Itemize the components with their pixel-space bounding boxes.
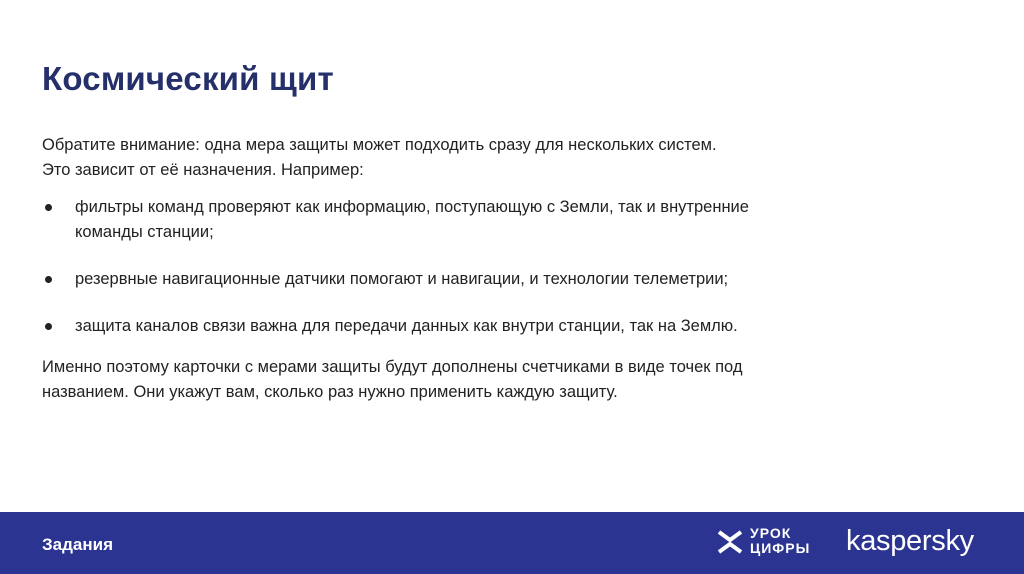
bullet-dot-icon	[45, 204, 52, 211]
outro-line-2: названием. Они укажут вам, сколько раз нужно применить каждую защиту.	[42, 383, 618, 401]
list-item	[42, 195, 942, 245]
urok-cifry-text	[750, 526, 810, 556]
outro-paragraph	[42, 355, 942, 405]
list-item	[42, 267, 942, 292]
intro-line-2: Это зависит от её назначения. Например:	[42, 161, 364, 179]
intro-line-1: Обратите внимание: одна мера защиты может подходить сразу для нескольких систем.	[42, 136, 717, 154]
list-item	[42, 314, 942, 339]
bullet-list	[42, 195, 942, 339]
list-item-line-2: команды станции;	[75, 223, 214, 241]
bullet-dot-icon	[45, 323, 52, 330]
outro-line-1: Именно поэтому карточки с мерами защиты будут дополнены счетчиками в виде точек под	[42, 358, 743, 376]
urok-line-2: ЦИФРЫ	[750, 540, 811, 556]
list-item-line-1: резервные навигационные датчики помогают и навигации, и технологии телеметрии;	[75, 270, 729, 288]
footer-section-label: Задания	[42, 535, 113, 554]
content-body	[42, 133, 942, 405]
intro-paragraph	[42, 133, 942, 183]
footer-bar	[0, 512, 1024, 574]
page-title: Космический щит	[42, 60, 334, 97]
bullet-dot-icon	[45, 276, 52, 283]
urok-line-1: УРОК	[750, 525, 792, 541]
list-item-line-1: фильтры команд проверяют как информацию, поступающую с Земли, так и внутренние	[75, 198, 749, 216]
urok-cifry-icon	[716, 528, 744, 556]
list-item-line-1: защита каналов связи важна для передачи данных как внутри станции, так на Землю.	[75, 317, 738, 335]
kaspersky-logo: kaspersky	[846, 525, 974, 557]
